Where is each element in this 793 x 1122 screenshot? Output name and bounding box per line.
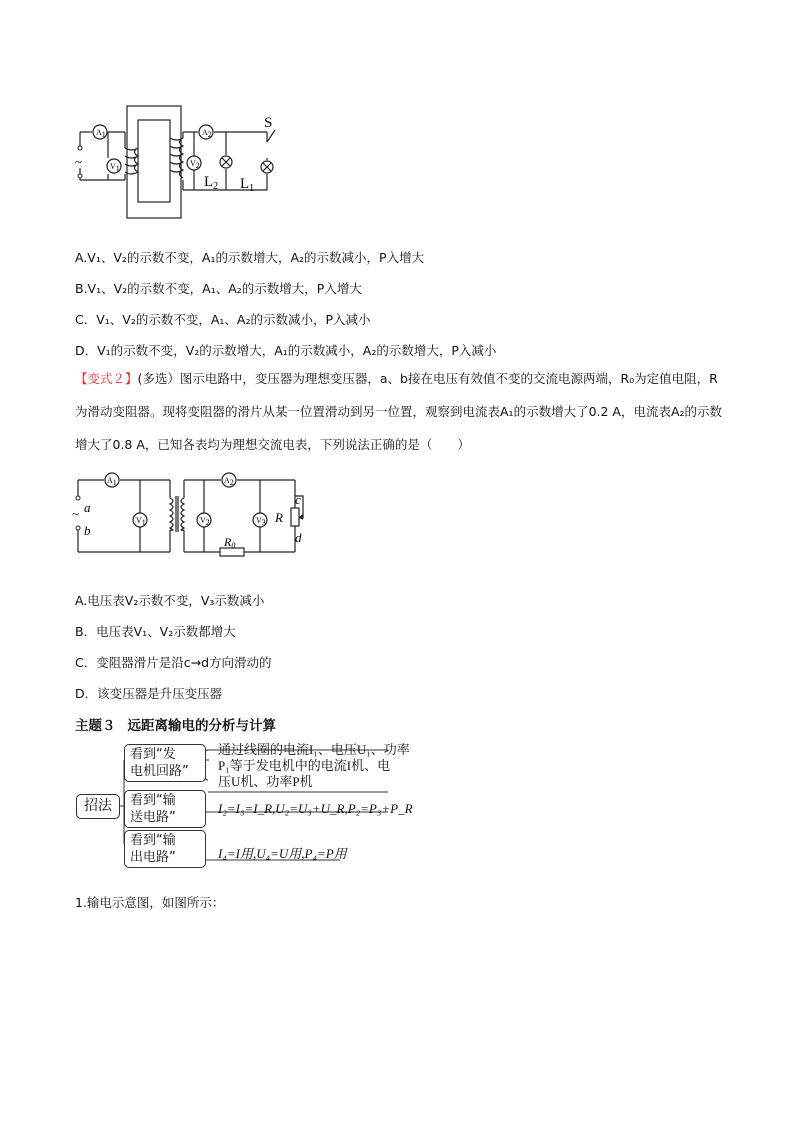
item-1-text: 1.输电示意图，如图所示：	[75, 895, 225, 910]
ac-source-symbol: ~	[75, 154, 83, 169]
q1-option-c: C．V₁、V₂的示数不变，A₁、A₂的示数减小，P入减小	[75, 312, 371, 327]
q2-option-c: C．变阻器滑片是沿c→d方向滑动的	[75, 655, 272, 670]
ac-source-symbol-2: ~	[72, 506, 80, 521]
ammeter-a1-label: A1	[96, 128, 106, 139]
variant-2-question	[75, 362, 725, 461]
ammeter-a1-label-2: A1	[107, 476, 117, 487]
q2-option-d: D．该变压器是升压变压器	[75, 686, 223, 701]
variant-2-tag: 【变式２】	[75, 371, 138, 386]
slider-d-label: d	[295, 530, 302, 545]
topic-3-heading	[75, 714, 276, 734]
voltmeter-v1-label-2: V1	[136, 516, 146, 527]
terminal-b-label: b	[84, 523, 91, 538]
transformer-circuit-diagram-2	[70, 468, 330, 560]
mindmap-note-transmission: I₂=I₃=I_R,U₂=U₃+U_R,P₂=P₃+P_R	[218, 801, 413, 816]
switch-s-label: S	[264, 115, 273, 131]
mindmap-root: 招法	[76, 794, 120, 819]
lamp-l1-label: $L_1$	[240, 176, 255, 194]
ammeter-a2-label: A2	[202, 128, 212, 139]
mindmap-note-output: I₄=I用,U₄=U用,P₄=P用	[218, 846, 347, 861]
ammeter-a2-label-2: A2	[224, 476, 234, 487]
q1-option-b: B.V₁、V₂的示数不变，A₁、A₂的示数增大，P入增大	[75, 281, 362, 296]
voltmeter-v2-label: V2	[190, 159, 200, 170]
q2-option-b: B．电压表V₁、V₂示数都增大	[75, 624, 236, 639]
q1-option-a: A.V₁、V₂的示数不变，A₁的示数增大，A₂的示数减小，P入增大	[75, 250, 425, 265]
mindmap-branch-generator-circuit: 看到“发 电机回路”	[124, 744, 206, 782]
variant-2-text: (多选）图示电路中，变压器为理想变压器，a、b接在电压有效值不变的交流电源两端，R₀为定值电阻，R为滑动变阻器。现将变阻器的滑片从某一位置滑动到另一位置，观察到电流表A₁的示数增大了0.2 A，电流表A₂的示数增大了0.8 A，已知各表均为理想交流电表，下列说法正确的是（ ）	[75, 371, 723, 452]
mindmap-branch-transmission-circuit: 看到“输 送电路”	[124, 790, 206, 828]
voltmeter-v2-label-2: V2	[200, 516, 210, 527]
rheostat-r-label: R	[275, 510, 283, 525]
voltmeter-v3-label: V3	[256, 516, 266, 527]
transformer-circuit-diagram-1	[70, 100, 310, 225]
voltmeter-v1-label: V1	[110, 162, 120, 173]
slider-c-label: c	[295, 492, 301, 507]
mindmap-branch-output-circuit: 看到“输 出电路”	[124, 830, 206, 868]
mindmap-note-generator: 通过线圈的电流I₁、电压U₁、功率 P₁等于发电机中的电流I机、电 压U机、功率P机	[218, 742, 410, 789]
topic-3-label: 主题３	[75, 718, 116, 734]
q1-option-d: D．V₁的示数不变，V₂的示数增大，A₁的示数减小，A₂的示数增大，P入减小	[75, 343, 497, 358]
q2-option-a: A.电压表V₂示数不变，V₃示数减小	[75, 593, 265, 608]
topic-3-title: 远距离输电的分析与计算	[127, 718, 276, 734]
lamp-l2-label: $L_2$	[204, 174, 219, 192]
resistor-r0-label: R0	[224, 535, 236, 550]
terminal-a-label: a	[84, 500, 91, 515]
